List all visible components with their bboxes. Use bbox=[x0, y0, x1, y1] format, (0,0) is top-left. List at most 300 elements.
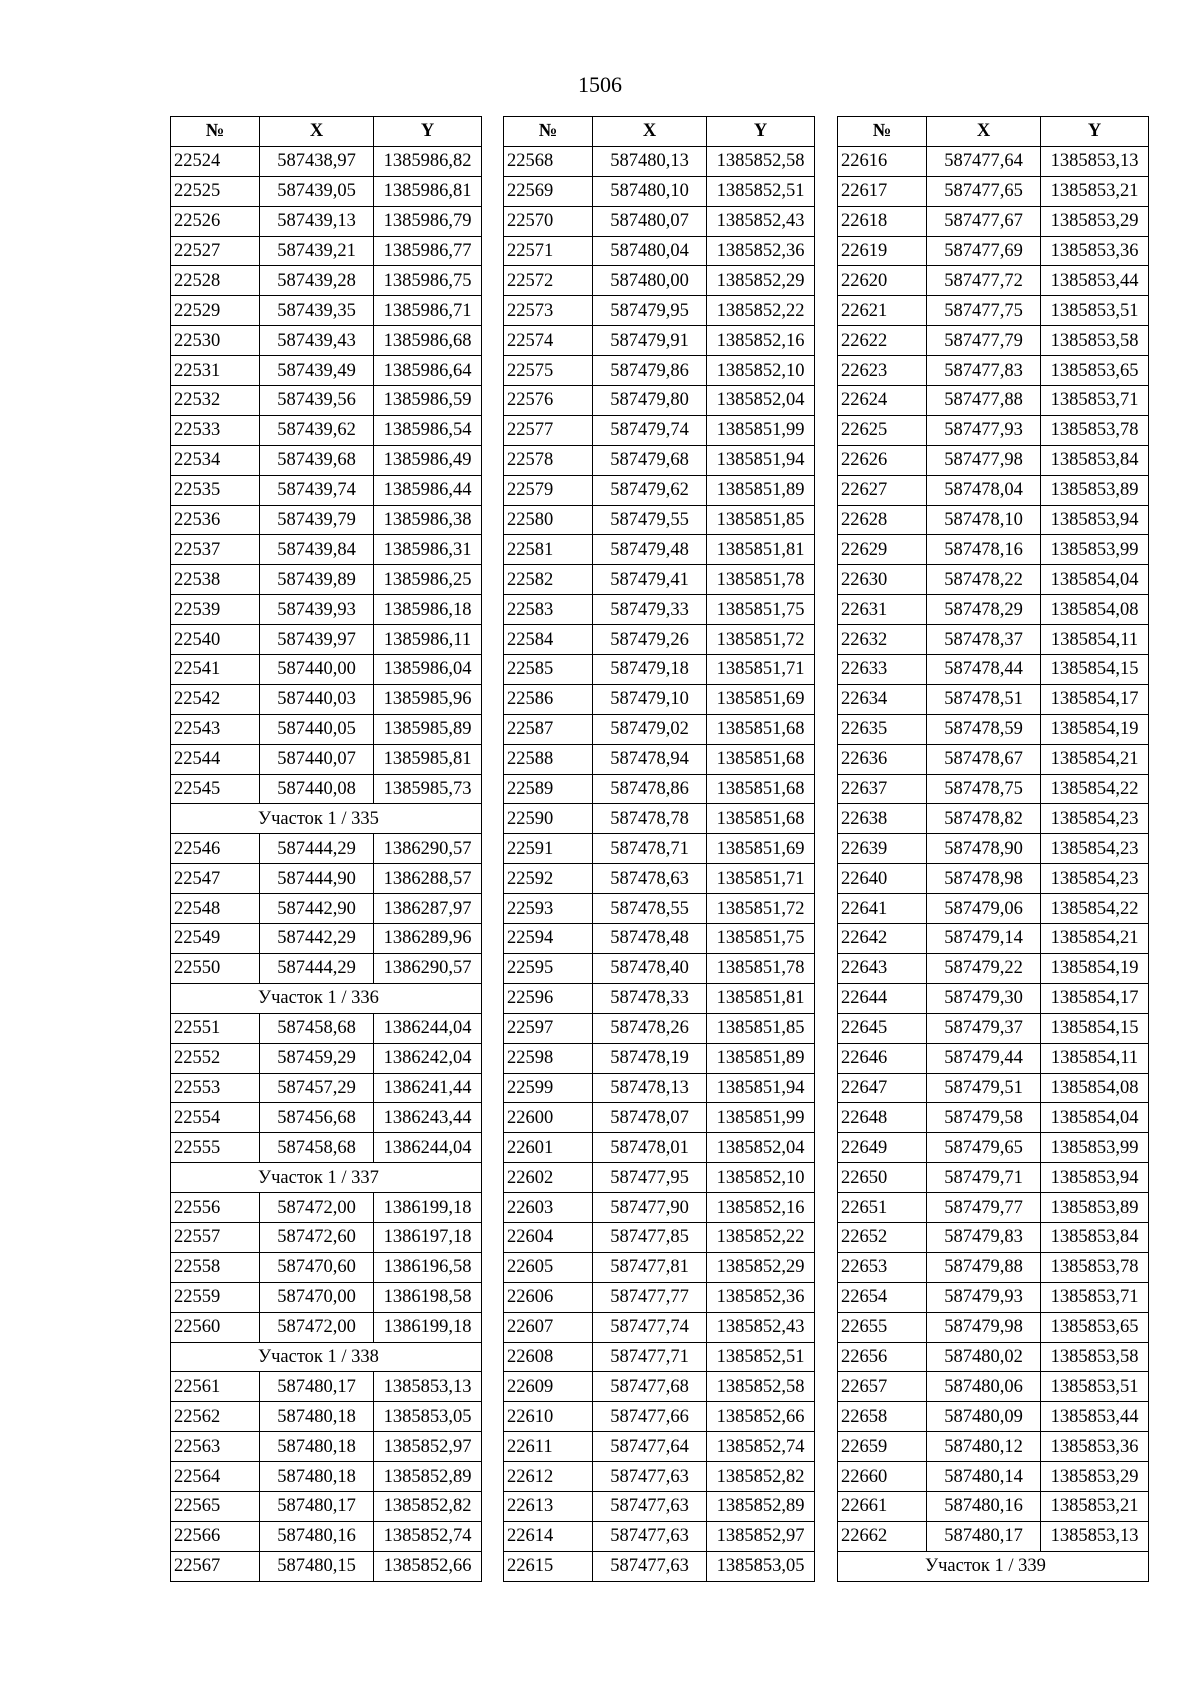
x-coordinate-cell: 587477,93 bbox=[927, 415, 1041, 445]
point-number-cell: 22565 bbox=[171, 1491, 260, 1521]
x-coordinate-cell: 587478,78 bbox=[593, 804, 707, 834]
point-number-cell: 22611 bbox=[504, 1432, 593, 1462]
point-number-cell: 22642 bbox=[838, 924, 927, 954]
point-number-cell: 22628 bbox=[838, 505, 927, 535]
x-coordinate-cell: 587479,33 bbox=[593, 595, 707, 625]
y-coordinate-cell: 1385853,65 bbox=[1041, 1312, 1149, 1342]
table-row bbox=[171, 1013, 482, 1043]
y-coordinate-cell: 1385852,04 bbox=[707, 1133, 815, 1163]
y-coordinate-cell: 1385854,21 bbox=[1041, 744, 1149, 774]
point-number-cell: 22530 bbox=[171, 326, 260, 356]
y-coordinate-cell: 1385854,11 bbox=[1041, 625, 1149, 655]
table-row bbox=[504, 1402, 815, 1432]
y-coordinate-cell: 1385986,44 bbox=[374, 475, 482, 505]
x-coordinate-cell: 587480,16 bbox=[927, 1491, 1041, 1521]
point-number-cell: 22645 bbox=[838, 1013, 927, 1043]
table-row bbox=[171, 1462, 482, 1492]
point-number-cell: 22652 bbox=[838, 1222, 927, 1252]
table-row bbox=[504, 834, 815, 864]
point-number-cell: 22620 bbox=[838, 266, 927, 296]
x-coordinate-cell: 587478,22 bbox=[927, 565, 1041, 595]
x-coordinate-cell: 587479,58 bbox=[927, 1103, 1041, 1133]
x-coordinate-cell: 587479,10 bbox=[593, 684, 707, 714]
table-row bbox=[171, 475, 482, 505]
y-coordinate-cell: 1386199,18 bbox=[374, 1312, 482, 1342]
x-coordinate-cell: 587444,90 bbox=[260, 864, 374, 894]
x-coordinate-cell: 587477,95 bbox=[593, 1163, 707, 1193]
x-coordinate-cell: 587439,21 bbox=[260, 236, 374, 266]
y-coordinate-cell: 1385853,13 bbox=[1041, 146, 1149, 176]
x-coordinate-cell: 587478,07 bbox=[593, 1103, 707, 1133]
point-number-cell: 22524 bbox=[171, 146, 260, 176]
x-coordinate-cell: 587480,00 bbox=[593, 266, 707, 296]
x-coordinate-cell: 587440,05 bbox=[260, 714, 374, 744]
y-coordinate-cell: 1385854,22 bbox=[1041, 894, 1149, 924]
x-coordinate-cell: 587479,37 bbox=[927, 1013, 1041, 1043]
table-row bbox=[838, 684, 1149, 714]
section-row bbox=[171, 804, 482, 834]
table-row bbox=[838, 714, 1149, 744]
header-number: № bbox=[838, 117, 927, 147]
x-coordinate-cell: 587480,07 bbox=[593, 206, 707, 236]
point-number-cell: 22659 bbox=[838, 1432, 927, 1462]
x-coordinate-cell: 587479,55 bbox=[593, 505, 707, 535]
table-row bbox=[838, 1372, 1149, 1402]
x-coordinate-cell: 587440,08 bbox=[260, 774, 374, 804]
x-coordinate-cell: 587470,60 bbox=[260, 1252, 374, 1282]
point-number-cell: 22533 bbox=[171, 415, 260, 445]
y-coordinate-cell: 1385854,15 bbox=[1041, 655, 1149, 685]
y-coordinate-cell: 1385854,23 bbox=[1041, 834, 1149, 864]
x-coordinate-cell: 587478,40 bbox=[593, 953, 707, 983]
x-coordinate-cell: 587478,90 bbox=[927, 834, 1041, 864]
y-coordinate-cell: 1385853,13 bbox=[1041, 1521, 1149, 1551]
table-row bbox=[171, 1193, 482, 1223]
y-coordinate-cell: 1385854,17 bbox=[1041, 684, 1149, 714]
point-number-cell: 22647 bbox=[838, 1073, 927, 1103]
y-coordinate-cell: 1385853,78 bbox=[1041, 1252, 1149, 1282]
y-coordinate-cell: 1385851,85 bbox=[707, 505, 815, 535]
y-coordinate-cell: 1385852,97 bbox=[707, 1521, 815, 1551]
x-coordinate-cell: 587480,16 bbox=[260, 1521, 374, 1551]
x-coordinate-cell: 587480,17 bbox=[260, 1491, 374, 1521]
x-coordinate-cell: 587479,51 bbox=[927, 1073, 1041, 1103]
x-coordinate-cell: 587459,29 bbox=[260, 1043, 374, 1073]
table-row bbox=[171, 1521, 482, 1551]
section-label: Участок 1 / 338 bbox=[171, 1342, 482, 1372]
x-coordinate-cell: 587479,62 bbox=[593, 475, 707, 505]
y-coordinate-cell: 1385853,51 bbox=[1041, 296, 1149, 326]
y-coordinate-cell: 1386196,58 bbox=[374, 1252, 482, 1282]
point-number-cell: 22526 bbox=[171, 206, 260, 236]
table-row bbox=[838, 1462, 1149, 1492]
y-coordinate-cell: 1385851,68 bbox=[707, 804, 815, 834]
coordinates-table-middle bbox=[503, 116, 815, 1582]
table-row bbox=[838, 1043, 1149, 1073]
y-coordinate-cell: 1385853,29 bbox=[1041, 1462, 1149, 1492]
x-coordinate-cell: 587478,59 bbox=[927, 714, 1041, 744]
table-row bbox=[504, 1133, 815, 1163]
point-number-cell: 22633 bbox=[838, 655, 927, 685]
table-row bbox=[504, 176, 815, 206]
point-number-cell: 22586 bbox=[504, 684, 593, 714]
point-number-cell: 22657 bbox=[838, 1372, 927, 1402]
point-number-cell: 22537 bbox=[171, 535, 260, 565]
point-number-cell: 22598 bbox=[504, 1043, 593, 1073]
x-coordinate-cell: 587444,29 bbox=[260, 834, 374, 864]
table-row bbox=[838, 1133, 1149, 1163]
table-row bbox=[838, 505, 1149, 535]
point-number-cell: 22555 bbox=[171, 1133, 260, 1163]
table-row bbox=[504, 565, 815, 595]
x-coordinate-cell: 587480,17 bbox=[927, 1521, 1041, 1551]
point-number-cell: 22655 bbox=[838, 1312, 927, 1342]
y-coordinate-cell: 1385986,25 bbox=[374, 565, 482, 595]
point-number-cell: 22618 bbox=[838, 206, 927, 236]
y-coordinate-cell: 1385852,16 bbox=[707, 1193, 815, 1223]
y-coordinate-cell: 1385851,78 bbox=[707, 565, 815, 595]
table-row bbox=[838, 744, 1149, 774]
point-number-cell: 22570 bbox=[504, 206, 593, 236]
table-row bbox=[171, 445, 482, 475]
table-row bbox=[504, 864, 815, 894]
x-coordinate-cell: 587480,04 bbox=[593, 236, 707, 266]
table-row bbox=[171, 894, 482, 924]
y-coordinate-cell: 1385851,72 bbox=[707, 894, 815, 924]
table-row bbox=[171, 565, 482, 595]
x-coordinate-cell: 587479,98 bbox=[927, 1312, 1041, 1342]
point-number-cell: 22580 bbox=[504, 505, 593, 535]
x-coordinate-cell: 587440,07 bbox=[260, 744, 374, 774]
x-coordinate-cell: 587480,10 bbox=[593, 176, 707, 206]
table-row bbox=[838, 176, 1149, 206]
y-coordinate-cell: 1385853,44 bbox=[1041, 1402, 1149, 1432]
table-row bbox=[838, 535, 1149, 565]
x-coordinate-cell: 587480,18 bbox=[260, 1462, 374, 1492]
y-coordinate-cell: 1385986,38 bbox=[374, 505, 482, 535]
y-coordinate-cell: 1386241,44 bbox=[374, 1073, 482, 1103]
x-coordinate-cell: 587439,62 bbox=[260, 415, 374, 445]
table-row bbox=[504, 1342, 815, 1372]
x-coordinate-cell: 587478,37 bbox=[927, 625, 1041, 655]
y-coordinate-cell: 1385851,81 bbox=[707, 535, 815, 565]
x-coordinate-cell: 587480,15 bbox=[260, 1551, 374, 1581]
point-number-cell: 22622 bbox=[838, 326, 927, 356]
x-coordinate-cell: 587477,64 bbox=[593, 1432, 707, 1462]
table-header-row bbox=[504, 117, 815, 147]
y-coordinate-cell: 1385852,58 bbox=[707, 146, 815, 176]
point-number-cell: 22545 bbox=[171, 774, 260, 804]
x-coordinate-cell: 587442,90 bbox=[260, 894, 374, 924]
table-row bbox=[838, 595, 1149, 625]
table-row bbox=[504, 296, 815, 326]
header-x: X bbox=[927, 117, 1041, 147]
y-coordinate-cell: 1385851,75 bbox=[707, 924, 815, 954]
point-number-cell: 22539 bbox=[171, 595, 260, 625]
x-coordinate-cell: 587477,71 bbox=[593, 1342, 707, 1372]
point-number-cell: 22646 bbox=[838, 1043, 927, 1073]
x-coordinate-cell: 587477,68 bbox=[593, 1372, 707, 1402]
point-number-cell: 22587 bbox=[504, 714, 593, 744]
table-row bbox=[504, 415, 815, 445]
x-coordinate-cell: 587479,30 bbox=[927, 983, 1041, 1013]
table-row bbox=[504, 1222, 815, 1252]
y-coordinate-cell: 1385851,85 bbox=[707, 1013, 815, 1043]
table-row bbox=[504, 1491, 815, 1521]
y-coordinate-cell: 1385854,19 bbox=[1041, 714, 1149, 744]
point-number-cell: 22619 bbox=[838, 236, 927, 266]
point-number-cell: 22561 bbox=[171, 1372, 260, 1402]
x-coordinate-cell: 587479,71 bbox=[927, 1163, 1041, 1193]
point-number-cell: 22644 bbox=[838, 983, 927, 1013]
y-coordinate-cell: 1385851,99 bbox=[707, 1103, 815, 1133]
table-row bbox=[504, 684, 815, 714]
x-coordinate-cell: 587439,28 bbox=[260, 266, 374, 296]
y-coordinate-cell: 1385853,51 bbox=[1041, 1372, 1149, 1402]
point-number-cell: 22594 bbox=[504, 924, 593, 954]
table-row bbox=[504, 595, 815, 625]
header-x: X bbox=[260, 117, 374, 147]
table-row bbox=[838, 894, 1149, 924]
point-number-cell: 22616 bbox=[838, 146, 927, 176]
y-coordinate-cell: 1385852,51 bbox=[707, 1342, 815, 1372]
table-row bbox=[504, 505, 815, 535]
point-number-cell: 22573 bbox=[504, 296, 593, 326]
x-coordinate-cell: 587439,93 bbox=[260, 595, 374, 625]
table-row bbox=[171, 1432, 482, 1462]
point-number-cell: 22560 bbox=[171, 1312, 260, 1342]
x-coordinate-cell: 587439,43 bbox=[260, 326, 374, 356]
x-coordinate-cell: 587439,05 bbox=[260, 176, 374, 206]
y-coordinate-cell: 1385854,04 bbox=[1041, 565, 1149, 595]
x-coordinate-cell: 587478,29 bbox=[927, 595, 1041, 625]
y-coordinate-cell: 1386288,57 bbox=[374, 864, 482, 894]
table-row bbox=[171, 744, 482, 774]
x-coordinate-cell: 587478,16 bbox=[927, 535, 1041, 565]
table-row bbox=[838, 1163, 1149, 1193]
y-coordinate-cell: 1386242,04 bbox=[374, 1043, 482, 1073]
table-row bbox=[838, 1342, 1149, 1372]
y-coordinate-cell: 1385986,04 bbox=[374, 655, 482, 685]
x-coordinate-cell: 587479,80 bbox=[593, 386, 707, 416]
point-number-cell: 22550 bbox=[171, 953, 260, 983]
table-row bbox=[171, 386, 482, 416]
point-number-cell: 22579 bbox=[504, 475, 593, 505]
point-number-cell: 22574 bbox=[504, 326, 593, 356]
y-coordinate-cell: 1385853,99 bbox=[1041, 535, 1149, 565]
x-coordinate-cell: 587479,88 bbox=[927, 1252, 1041, 1282]
point-number-cell: 22528 bbox=[171, 266, 260, 296]
y-coordinate-cell: 1385851,78 bbox=[707, 953, 815, 983]
table-row bbox=[171, 864, 482, 894]
x-coordinate-cell: 587479,22 bbox=[927, 953, 1041, 983]
x-coordinate-cell: 587477,83 bbox=[927, 356, 1041, 386]
table-row bbox=[838, 236, 1149, 266]
y-coordinate-cell: 1386199,18 bbox=[374, 1193, 482, 1223]
x-coordinate-cell: 587440,00 bbox=[260, 655, 374, 685]
y-coordinate-cell: 1385853,84 bbox=[1041, 445, 1149, 475]
section-label: Участок 1 / 336 bbox=[171, 983, 482, 1013]
table-row bbox=[838, 296, 1149, 326]
x-coordinate-cell: 587477,72 bbox=[927, 266, 1041, 296]
point-number-cell: 22599 bbox=[504, 1073, 593, 1103]
table-row bbox=[504, 1551, 815, 1581]
coordinates-table-left bbox=[170, 116, 482, 1582]
point-number-cell: 22527 bbox=[171, 236, 260, 266]
table-row bbox=[838, 206, 1149, 236]
table-row bbox=[838, 864, 1149, 894]
y-coordinate-cell: 1385852,36 bbox=[707, 236, 815, 266]
y-coordinate-cell: 1386289,96 bbox=[374, 924, 482, 954]
table-row bbox=[504, 1013, 815, 1043]
table-row bbox=[504, 535, 815, 565]
table-row bbox=[504, 1103, 815, 1133]
x-coordinate-cell: 587478,67 bbox=[927, 744, 1041, 774]
point-number-cell: 22569 bbox=[504, 176, 593, 206]
y-coordinate-cell: 1385852,74 bbox=[374, 1521, 482, 1551]
y-coordinate-cell: 1385853,71 bbox=[1041, 386, 1149, 416]
point-number-cell: 22614 bbox=[504, 1521, 593, 1551]
x-coordinate-cell: 587458,68 bbox=[260, 1013, 374, 1043]
table-row bbox=[504, 983, 815, 1013]
x-coordinate-cell: 587479,48 bbox=[593, 535, 707, 565]
x-coordinate-cell: 587477,63 bbox=[593, 1462, 707, 1492]
y-coordinate-cell: 1386290,57 bbox=[374, 953, 482, 983]
table-row bbox=[838, 1252, 1149, 1282]
y-coordinate-cell: 1385853,94 bbox=[1041, 505, 1149, 535]
point-number-cell: 22556 bbox=[171, 1193, 260, 1223]
table-row bbox=[838, 565, 1149, 595]
y-coordinate-cell: 1385853,21 bbox=[1041, 176, 1149, 206]
point-number-cell: 22624 bbox=[838, 386, 927, 416]
table-row bbox=[838, 386, 1149, 416]
point-number-cell: 22567 bbox=[171, 1551, 260, 1581]
x-coordinate-cell: 587479,68 bbox=[593, 445, 707, 475]
y-coordinate-cell: 1385853,36 bbox=[1041, 236, 1149, 266]
table-row bbox=[171, 236, 482, 266]
x-coordinate-cell: 587478,86 bbox=[593, 774, 707, 804]
point-number-cell: 22649 bbox=[838, 1133, 927, 1163]
point-number-cell: 22641 bbox=[838, 894, 927, 924]
x-coordinate-cell: 587438,97 bbox=[260, 146, 374, 176]
point-number-cell: 22637 bbox=[838, 774, 927, 804]
table-row bbox=[504, 1372, 815, 1402]
y-coordinate-cell: 1385853,44 bbox=[1041, 266, 1149, 296]
table-row bbox=[838, 475, 1149, 505]
y-coordinate-cell: 1385854,23 bbox=[1041, 864, 1149, 894]
table-row bbox=[504, 804, 815, 834]
x-coordinate-cell: 587477,77 bbox=[593, 1282, 707, 1312]
point-number-cell: 22547 bbox=[171, 864, 260, 894]
x-coordinate-cell: 587439,35 bbox=[260, 296, 374, 326]
x-coordinate-cell: 587439,97 bbox=[260, 625, 374, 655]
x-coordinate-cell: 587477,63 bbox=[593, 1521, 707, 1551]
y-coordinate-cell: 1386287,97 bbox=[374, 894, 482, 924]
x-coordinate-cell: 587477,67 bbox=[927, 206, 1041, 236]
point-number-cell: 22564 bbox=[171, 1462, 260, 1492]
x-coordinate-cell: 587478,04 bbox=[927, 475, 1041, 505]
x-coordinate-cell: 587479,77 bbox=[927, 1193, 1041, 1223]
table-row bbox=[171, 505, 482, 535]
x-coordinate-cell: 587479,41 bbox=[593, 565, 707, 595]
point-number-cell: 22558 bbox=[171, 1252, 260, 1282]
x-coordinate-cell: 587478,48 bbox=[593, 924, 707, 954]
table-row bbox=[838, 1073, 1149, 1103]
y-coordinate-cell: 1385851,68 bbox=[707, 714, 815, 744]
table-row bbox=[171, 714, 482, 744]
table-row bbox=[504, 146, 815, 176]
x-coordinate-cell: 587472,00 bbox=[260, 1312, 374, 1342]
x-coordinate-cell: 587444,29 bbox=[260, 953, 374, 983]
y-coordinate-cell: 1385852,66 bbox=[707, 1402, 815, 1432]
table-row bbox=[838, 1103, 1149, 1133]
point-number-cell: 22602 bbox=[504, 1163, 593, 1193]
x-coordinate-cell: 587478,82 bbox=[927, 804, 1041, 834]
x-coordinate-cell: 587480,09 bbox=[927, 1402, 1041, 1432]
table-row bbox=[171, 266, 482, 296]
y-coordinate-cell: 1385853,58 bbox=[1041, 326, 1149, 356]
table-row bbox=[171, 1252, 482, 1282]
y-coordinate-cell: 1385986,31 bbox=[374, 535, 482, 565]
y-coordinate-cell: 1385852,43 bbox=[707, 206, 815, 236]
table-row bbox=[504, 1193, 815, 1223]
x-coordinate-cell: 587479,26 bbox=[593, 625, 707, 655]
y-coordinate-cell: 1385854,22 bbox=[1041, 774, 1149, 804]
y-coordinate-cell: 1385852,04 bbox=[707, 386, 815, 416]
x-coordinate-cell: 587479,14 bbox=[927, 924, 1041, 954]
y-coordinate-cell: 1385853,21 bbox=[1041, 1491, 1149, 1521]
x-coordinate-cell: 587477,81 bbox=[593, 1252, 707, 1282]
point-number-cell: 22562 bbox=[171, 1402, 260, 1432]
point-number-cell: 22593 bbox=[504, 894, 593, 924]
x-coordinate-cell: 587439,74 bbox=[260, 475, 374, 505]
table-header-row bbox=[838, 117, 1149, 147]
point-number-cell: 22615 bbox=[504, 1551, 593, 1581]
table-row bbox=[838, 834, 1149, 864]
point-number-cell: 22634 bbox=[838, 684, 927, 714]
table-row bbox=[171, 356, 482, 386]
point-number-cell: 22658 bbox=[838, 1402, 927, 1432]
point-number-cell: 22656 bbox=[838, 1342, 927, 1372]
y-coordinate-cell: 1385985,73 bbox=[374, 774, 482, 804]
y-coordinate-cell: 1385851,69 bbox=[707, 684, 815, 714]
x-coordinate-cell: 587480,18 bbox=[260, 1402, 374, 1432]
table-row bbox=[504, 266, 815, 296]
point-number-cell: 22557 bbox=[171, 1222, 260, 1252]
y-coordinate-cell: 1385853,58 bbox=[1041, 1342, 1149, 1372]
point-number-cell: 22661 bbox=[838, 1491, 927, 1521]
point-number-cell: 22597 bbox=[504, 1013, 593, 1043]
x-coordinate-cell: 587479,83 bbox=[927, 1222, 1041, 1252]
point-number-cell: 22554 bbox=[171, 1103, 260, 1133]
y-coordinate-cell: 1385854,15 bbox=[1041, 1013, 1149, 1043]
table-row bbox=[838, 1282, 1149, 1312]
point-number-cell: 22592 bbox=[504, 864, 593, 894]
table-row bbox=[504, 475, 815, 505]
x-coordinate-cell: 587479,93 bbox=[927, 1282, 1041, 1312]
table-row bbox=[171, 625, 482, 655]
point-number-cell: 22532 bbox=[171, 386, 260, 416]
point-number-cell: 22572 bbox=[504, 266, 593, 296]
section-row bbox=[171, 983, 482, 1013]
y-coordinate-cell: 1385854,23 bbox=[1041, 804, 1149, 834]
table-row bbox=[171, 206, 482, 236]
point-number-cell: 22609 bbox=[504, 1372, 593, 1402]
x-coordinate-cell: 587477,98 bbox=[927, 445, 1041, 475]
point-number-cell: 22605 bbox=[504, 1252, 593, 1282]
y-coordinate-cell: 1386244,04 bbox=[374, 1133, 482, 1163]
table-row bbox=[838, 1521, 1149, 1551]
